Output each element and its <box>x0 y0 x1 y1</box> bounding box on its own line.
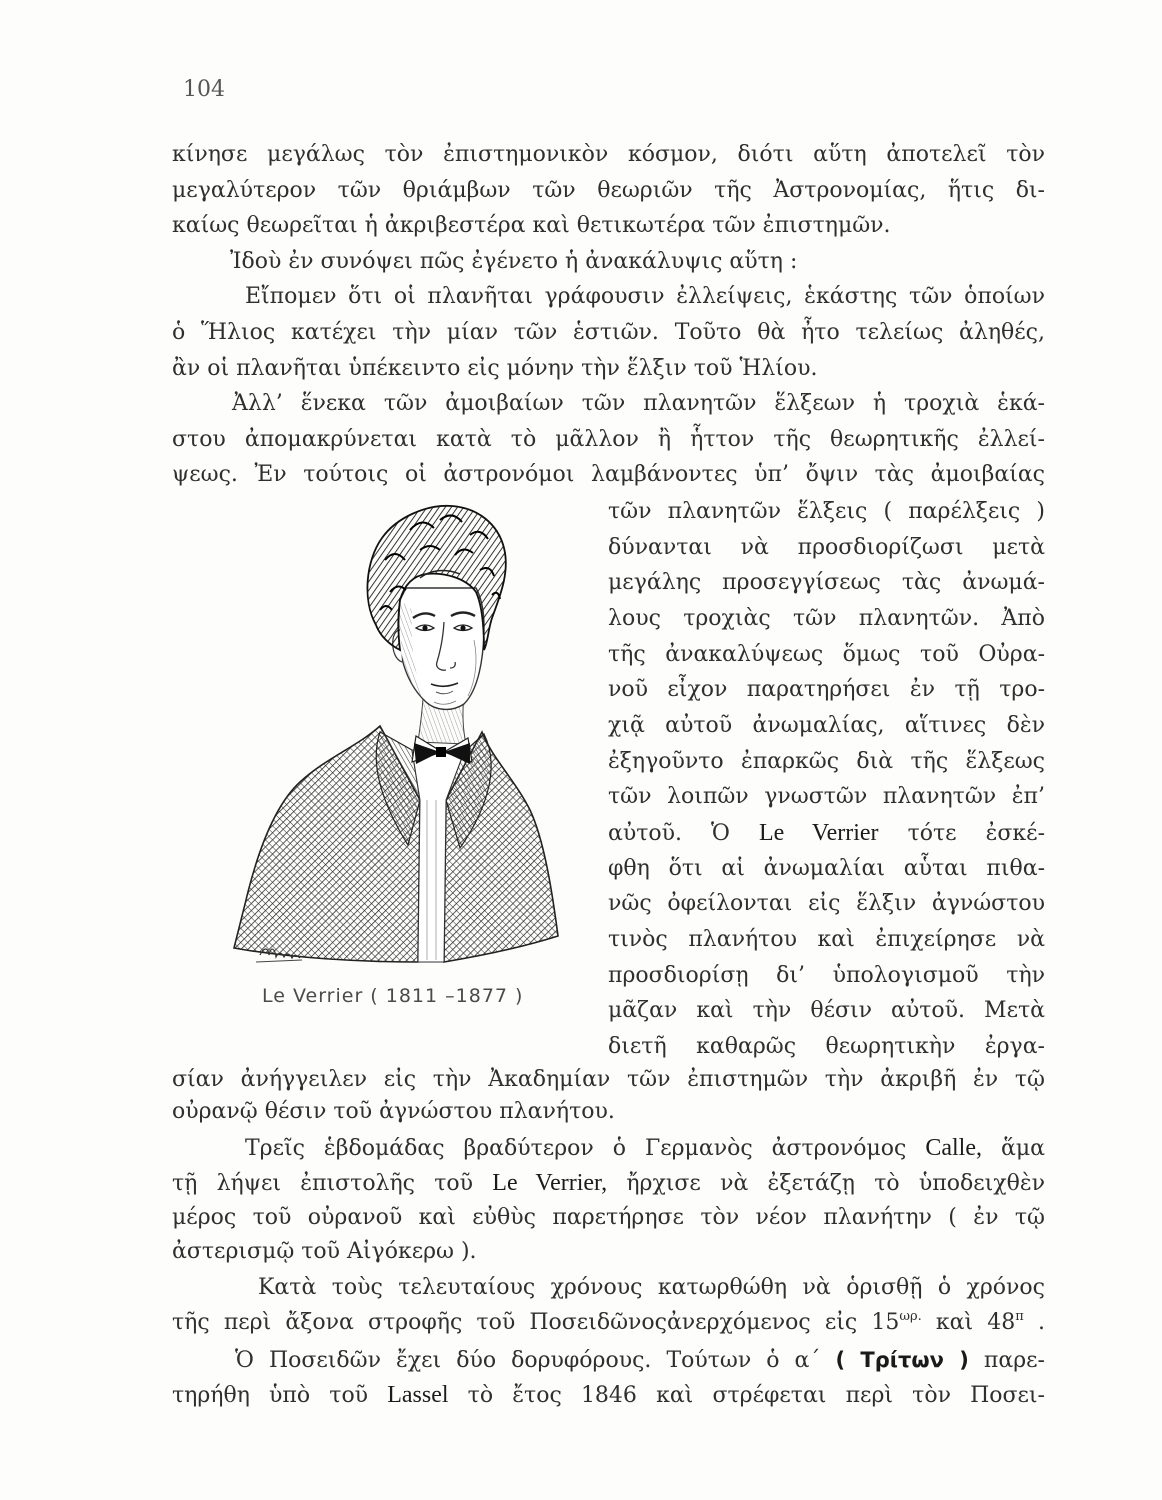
text-line: μεγάλης προσεγγίσεως τὰς ἀνωμά- <box>608 570 1045 595</box>
text-line: Κατὰ τοὺς τελευταίους χρόνους κατωρθώθη νὰ ὁρισθῇ ὁ χρόνος <box>258 1275 1045 1300</box>
text-line: Ἀλλ’ ἕνεκα τῶν ἀμοιβαίων τῶν πλανητῶν ἕλξεων ἡ τροχιὰ ἑκά- <box>232 391 1045 416</box>
text-line: τινὸς πλανήτου καὶ ἐπιχείρησε νὰ <box>608 927 1045 952</box>
text-line: σίαν ἀνήγγειλεν εἰς τὴν Ἀκαδημίαν τῶν ἐπιστημῶν τὴν ἀκριβῆ ἐν τῷ <box>172 1067 1045 1092</box>
text-segment: καὶ 48 <box>921 1310 1016 1335</box>
page-number: 104 <box>183 77 225 102</box>
superscript: π <box>1015 1309 1024 1324</box>
text-line: νῶς ὀφείλονται εἰς ἕλξιν ἀγνώστου <box>608 891 1045 916</box>
text-line: ἀστερισμῷ τοῦ Αἰγόκερω ). <box>172 1239 477 1264</box>
text-line: μέρος τοῦ οὐρανοῦ καὶ εὐθὺς παρετήρησε τὸν νέον πλανήτην ( ἐν τῷ <box>172 1205 1045 1230</box>
text-segment: τηρήθη ὑπὸ τοῦ <box>172 1383 388 1408</box>
coat <box>234 726 558 962</box>
text-line: μᾶζαν καὶ τὴν θέσιν αὐτοῦ. Μετὰ <box>608 998 1045 1023</box>
text-segment: Τρεῖς ἑβδομάδας βραδύτερον ὁ Γερμανὸς ἀστρονόμος <box>245 1136 926 1161</box>
text-segment: . <box>1023 1310 1045 1335</box>
text-line <box>172 1165 1045 1201</box>
text-segment: Ὁ Ποσειδῶν ἔχει δύο δορυφόρους. Τούτων ὁ α΄ <box>235 1348 836 1373</box>
text-segment: ἅμα <box>981 1136 1045 1161</box>
text-line: ὁ Ἥλιος κατέχει τὴν μίαν τῶν ἑστιῶν. Τοῦτο θὰ ἦτο τελείως ἀληθές, <box>172 320 1045 345</box>
text-line: ἐξηγοῦντο ἐπαρκῶς διὰ τῆς ἕλξεως <box>608 749 1045 774</box>
text-line: διετῆ καθαρῶς θεωρητικὴν ἐργα- <box>608 1034 1045 1059</box>
text-line: τῶν λοιπῶν γνωστῶν πλανητῶν ἐπ’ <box>608 784 1045 809</box>
text-line <box>235 1342 1045 1378</box>
text-line: ψεως. Ἐν τούτοις οἱ ἀστρονόμοι λαμβάνοντες ὑπ’ ὄψιν τὰς ἀμοιβαίας <box>172 462 1045 487</box>
text-segment: αὐτοῦ. Ὁ <box>608 821 759 846</box>
bold-term: ( Τρίτων ) <box>835 1348 969 1372</box>
text-segment: τὸ ἔτος 1846 καὶ στρέφεται περὶ τὸν Ποσει- <box>448 1383 1045 1408</box>
face <box>393 588 484 709</box>
text-line <box>172 1377 1045 1413</box>
text-line: οὐρανῷ θέσιν τοῦ ἀγνώστου πλανήτου. <box>172 1099 615 1124</box>
text-line: τῶν πλανητῶν ἕλξεις ( παρέλξεις ) <box>608 499 1045 524</box>
text-line <box>245 1130 1045 1166</box>
text-segment: τῇ λήψει ἐπιστολῆς τοῦ <box>172 1171 493 1196</box>
text-line: μεγαλύτερον τῶν θριάμβων τῶν θεωριῶν τῆς Ἀστρονομίας, ἥτις δι- <box>172 178 1045 203</box>
text-line: Ἰδοὺ ἐν συνόψει πῶς ἐγένετο ἡ ἀνακάλυψις αὕτη : <box>230 249 798 274</box>
figure-caption: Le Verrier ( 1811 –1877 ) <box>262 985 524 1007</box>
text-line: λους τροχιὰς τῶν πλανητῶν. Ἀπὸ <box>608 606 1045 631</box>
text-line: νοῦ εἶχον παρατηρήσει ἐν τῇ τρο- <box>608 677 1045 702</box>
text-line: Εἴπομεν ὅτι οἱ πλανῆται γράφουσιν ἐλλείψεις, ἑκάστης τῶν ὁποίων <box>245 284 1045 309</box>
text-line: χιᾷ αὐτοῦ ἀνωμαλίας, αἵτινες δὲν <box>608 713 1045 738</box>
text-line: τῆς ἀνακαλύψεως ὅμως τοῦ Οὐρα- <box>608 642 1045 667</box>
superscript: ωρ. <box>899 1309 922 1324</box>
text-line: στου ἀπομακρύνεται κατὰ τὸ μᾶλλον ἢ ἧττον τῆς θεωρητικῆς ἐλλεί- <box>172 427 1045 452</box>
text-segment: ἤρχισε νὰ ἐξετάζῃ τὸ ὑποδειχθὲν <box>607 1171 1045 1196</box>
person-name: Le Verrier, <box>492 1170 608 1196</box>
person-name: Calle, <box>925 1135 982 1161</box>
text-line: φθη ὅτι αἱ ἀνωμαλίαι αὗται πιθα- <box>608 856 1045 881</box>
person-name: Le Verrier <box>759 820 879 846</box>
text-line <box>172 1305 1045 1341</box>
text-segment: τῆς περὶ ἄξονα στροφῆς τοῦ Ποσειδῶνοςἀνερχόμενος εἰς 15 <box>172 1310 900 1335</box>
text-line <box>608 815 1045 851</box>
text-line: κίνησε μεγάλως τὸν ἐπιστημονικὸν κόσμον, διότι αὕτη ἀποτελεῖ τὸν <box>172 142 1045 167</box>
text-segment: τότε ἐσκέ- <box>878 821 1046 846</box>
text-line: δύνανται νὰ προσδιορίζωσι μετὰ <box>608 535 1045 560</box>
portrait-illustration <box>230 500 560 975</box>
text-line: ἂν οἱ πλανῆται ὑπέκειντο εἰς μόνην τὴν ἕλξιν τοῦ Ἡλίου. <box>172 356 818 381</box>
text-line: καίως θεωρεῖται ἡ ἀκριβεστέρα καὶ θετικωτέρα τῶν ἐπιστημῶν. <box>172 213 891 238</box>
person-name: Lassel <box>387 1382 449 1408</box>
text-segment: παρε- <box>968 1348 1045 1373</box>
text-line: προσδιορίσῃ δι’ ὑπολογισμοῦ τὴν <box>608 963 1045 988</box>
